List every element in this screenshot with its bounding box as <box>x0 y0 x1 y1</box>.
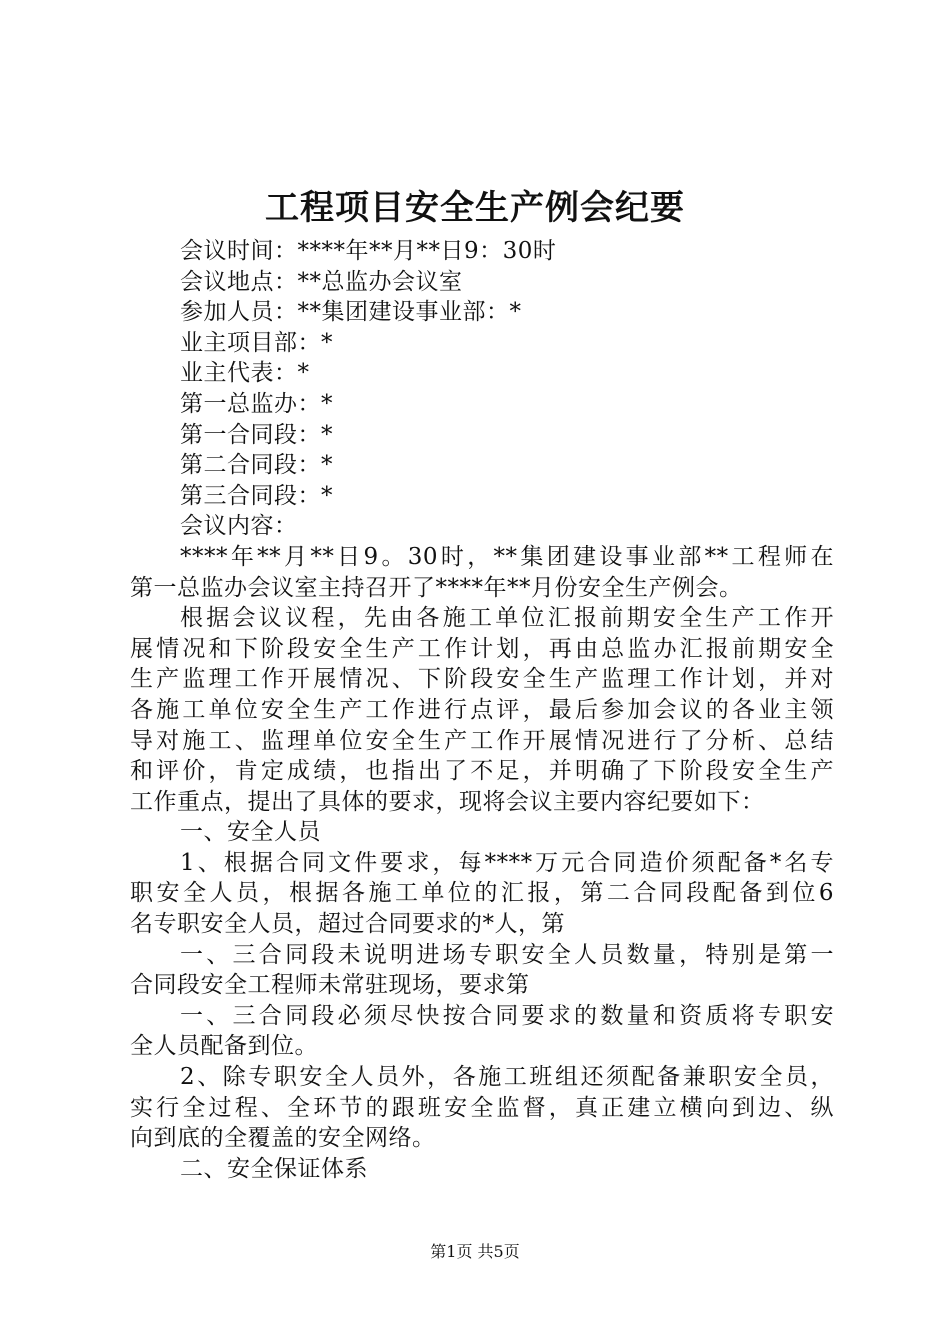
attendee-owner-dept-line: 业主项目部：* <box>180 329 333 356</box>
paragraph-line: 2、除专职安全人员外，各施工班组还须配备兼职安全员， <box>180 1064 834 1091</box>
paragraph-line: 第一总监办会议室主持召开了****年**月份安全生产例会。 <box>130 574 743 601</box>
attendee-contract3-line: 第三合同段：* <box>180 482 333 509</box>
attendee-contract2-line: 第二合同段：* <box>180 452 333 479</box>
section-heading-safety-system: 二、安全保证体系 <box>180 1155 368 1182</box>
attendee-contract1-line: 第一合同段：* <box>180 421 333 448</box>
document-body <box>130 236 834 1184</box>
meeting-place-line: 会议地点：**总监办会议室 <box>180 268 463 295</box>
page-footer: 第1页 共5页 <box>430 1242 520 1261</box>
paragraph-line: 各施工单位安全生产工作进行点评，最后参加会议的各业主领 <box>130 696 834 723</box>
attendees-line: 参加人员：**集团建设事业部：* <box>180 299 522 326</box>
meeting-content-heading: 会议内容： <box>180 513 298 540</box>
section-heading-safety-personnel: 一、安全人员 <box>180 819 321 846</box>
paragraph-line: 实行全过程、全环节的跟班安全监督，真正建立横向到边、纵 <box>130 1094 834 1121</box>
paragraph-line: ****年**月**日9。30时，**集团建设事业部**工程师在 <box>180 543 834 570</box>
paragraph-line: 职安全人员，根据各施工单位的汇报，第二合同段配备到位6 <box>130 880 834 907</box>
paragraph-line: 生产监理工作开展情况、下阶段安全生产监理工作计划，并对 <box>130 666 834 693</box>
paragraph-line: 一、三合同段未说明进场专职安全人员数量，特别是第一 <box>180 941 834 968</box>
paragraph-line: 工作重点，提出了具体的要求，现将会议主要内容纪要如下： <box>130 788 765 815</box>
document-title: 工程项目安全生产例会纪要 <box>265 188 685 228</box>
paragraph-line: 名专职安全人员，超过合同要求的*人，第 <box>130 911 565 938</box>
paragraph-line: 合同段安全工程师未常驻现场，要求第 <box>130 972 530 999</box>
attendee-supervision-line: 第一总监办：* <box>180 390 333 417</box>
paragraph-line: 根据会议议程，先由各施工单位汇报前期安全生产工作开 <box>180 605 834 632</box>
paragraph-line: 展情况和下阶段安全生产工作计划，再由总监办汇报前期安全 <box>130 635 834 662</box>
paragraph-line: 向到底的全覆盖的安全网络。 <box>130 1125 436 1152</box>
meeting-time-line: 会议时间：****年**月**日9：30时 <box>180 238 557 264</box>
paragraph-line: 1、根据合同文件要求，每****万元合同造价须配备*名专 <box>180 849 834 876</box>
paragraph-line: 导对施工、监理单位安全生产工作开展情况进行了分析、总结 <box>130 727 834 754</box>
paragraph-line: 和评价，肯定成绩，也指出了不足，并明确了下阶段安全生产 <box>130 758 834 785</box>
paragraph-line: 一、三合同段必须尽快按合同要求的数量和资质将专职安 <box>180 1002 834 1029</box>
attendee-owner-rep-line: 业主代表：* <box>180 360 310 387</box>
paragraph-line: 全人员配备到位。 <box>130 1033 318 1060</box>
